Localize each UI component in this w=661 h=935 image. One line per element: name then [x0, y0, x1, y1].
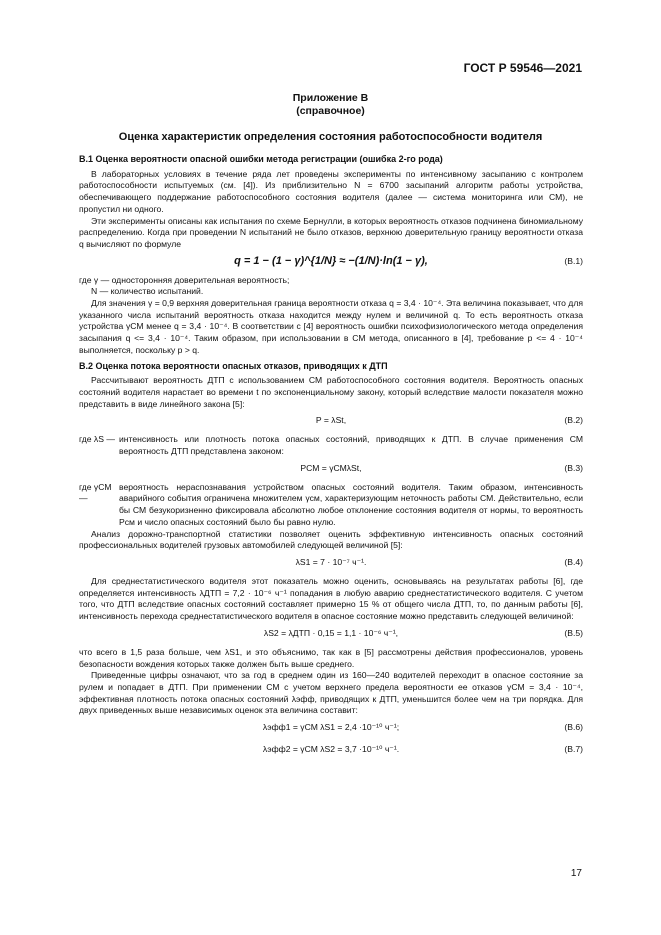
paragraph: Анализ дорожно-транспортной статистики позволяет оценить эффективную интенсивность опасных состояний профессиональных водителей грузовых автомобилей следующей величиной [5]:	[79, 528, 583, 551]
formula-expression: q = 1 − (1 − γ)^{1/N} ≈ −(1/N)·ln(1 − γ),	[234, 254, 428, 267]
formula-b3	[79, 460, 583, 480]
appendix-note: (справочное)	[296, 105, 365, 117]
paragraph: Для среднестатистического водителя этот показатель можно оценить, основываясь на результатах работы [6], где определяется интенсивность λДТП = 7,2 · 10⁻⁶ ч⁻¹ попадания в любую аварию среднестатистического водителя. С учетом того, что ДТП вследствие опасных состояний составляет примерно 15 % от общего числа ДТП, то, по данным работы [6], интенсивность перехода среднестатистического водителя в опасное состояние можно представить следующей величиной:	[79, 575, 583, 622]
formula-b5	[79, 625, 583, 645]
formula-b2	[79, 412, 583, 432]
paragraph: Рассчитывают вероятность ДТП с использованием СМ работоспособного состояния водителя. Вероятность опасных состояний водителя нарастает во времени t по экспоненциальному закону, который вследствие малости показателя можно представить в виде линейного закона [5]:	[79, 375, 583, 409]
document-title: Оценка характеристик определения состояния работоспособности водителя	[118, 131, 543, 143]
where-label: где λS —	[79, 434, 115, 445]
formula-expression: PСМ = γСМλSt,	[300, 462, 362, 473]
section-heading-b2: В.2 Оценка потока вероятности опасных отказов, приводящих к ДТП	[79, 360, 388, 371]
paragraph: Эти эксперименты описаны как испытания по схеме Бернулли, в которых вероятность отказов подчинена биномиальному распределению. Когда при проведении N испытаний не было отказов, верхнюю доверительную границу вероятности отказа q вычисляют по формуле	[79, 215, 583, 249]
formula-expression: λS2 = λДТП · 0,15 = 1,1 · 10⁻⁶ ч⁻¹,	[263, 627, 399, 638]
formula-number: (В.1)	[564, 255, 583, 266]
where-label: где γСМ —	[79, 481, 112, 504]
formula-expression: P = λSt,	[315, 415, 347, 426]
paragraph: Для значения γ = 0,9 верхняя доверительная граница вероятности отказа q = 3,4 · 10⁻⁴. Эта величина показывает, что для указанного числа испытаний вероятность отказа находится между нулем и величиной q. То есть вероятность отказа устройства γСМ менее q = 3,4 · 10⁻⁴. В соответствии с [4] вероятность ошибки психофизиологического метода определения засыпания q <= 3,4 · 10⁻⁴. Таким образом, при использовании в СМ метода, описанного в [4], требование p <= 4 · 10⁻⁴ выполняется, поскольку p > q.	[79, 298, 583, 355]
where-line: N — количество испытаний.	[91, 286, 204, 297]
page-number: 17	[570, 868, 582, 879]
paragraph: что всего в 1,5 раза больше, чем λS1, и это объяснимо, так как в [5] рассмотрены действия профессионалов, уровень безопасности вождения которых также должен быть выше среднего.	[79, 646, 583, 669]
formula-expression: λэфф2 = γСМ λS2 = 3,7 ·10⁻¹⁰ ч⁻¹.	[262, 744, 400, 755]
formula-number: (В.6)	[564, 722, 583, 733]
document-body	[79, 150, 583, 763]
section-heading-b1: В.1 Оценка вероятности опасной ошибки метода регистрации (ошибка 2-го рода)	[79, 154, 443, 164]
formula-number: (В.3)	[564, 462, 583, 473]
where-block	[79, 482, 583, 529]
formula-b6	[79, 719, 583, 739]
standard-header: ГОСТ Р 59546—2021	[463, 61, 582, 75]
formula-b4	[79, 554, 583, 574]
formula-b1	[79, 253, 583, 273]
formula-number: (В.4)	[564, 556, 583, 567]
formula-b7	[79, 741, 583, 761]
paragraph: В лабораторных условиях в течение ряда лет проведены эксперименты по интенсивному засыпанию с контролем работоспособности испытуемых (см. [4]). Из приблизительно N = 6700 засыпаний алгоритм работы устройства, обеспечивающего поддержание работоспособного состояния водителя (далее — система мониторинга или СМ), не пропустил ни одного.	[79, 168, 583, 214]
paragraph: Приведенные цифры означают, что за год в среднем один из 160—240 водителей переходит в опасное состояние за рулем и попадает в ДТП. При применении СМ с учетом верхнего предела вероятности ее отказов γСМ = 3,4 · 10⁻⁴, эффективная плотность потока опасных состояний λэфф, приводящих к ДТП, уменьшится более чем на три порядка. Для двух приведенных выше независимых оценок эта величина составит:	[79, 670, 583, 716]
where-line: где γ — односторонняя доверительная вероятность;	[79, 274, 290, 285]
where-text: вероятность нераспознавания устройством опасных состояний водителя. Таким образом, интенсивность аварийного события ограничена множителем γсм, характеризующим неточность работы СМ. Действительно, если бы СМ безукоризненно фиксировала абсолютно любое отклонение состояния водителя от нормы, то вероятность Pсм и число опасных состояний было бы равно нулю.	[119, 481, 583, 527]
appendix-title: Приложение В	[292, 92, 369, 104]
formula-number: (В.7)	[564, 744, 583, 755]
formula-number: (В.2)	[564, 415, 583, 426]
where-text: интенсивность или плотность потока опасных состояний, приводящих к ДТП. В случае применения СМ вероятность ДТП представлена законом:	[119, 434, 583, 457]
formula-expression: λS1 = 7 · 10⁻⁷ ч⁻¹.	[295, 556, 367, 567]
formula-number: (В.5)	[564, 627, 583, 638]
formula-expression: λэфф1 = γСМ λS1 = 2,4 ·10⁻¹⁰ ч⁻¹;	[262, 722, 400, 733]
where-block	[79, 434, 583, 457]
